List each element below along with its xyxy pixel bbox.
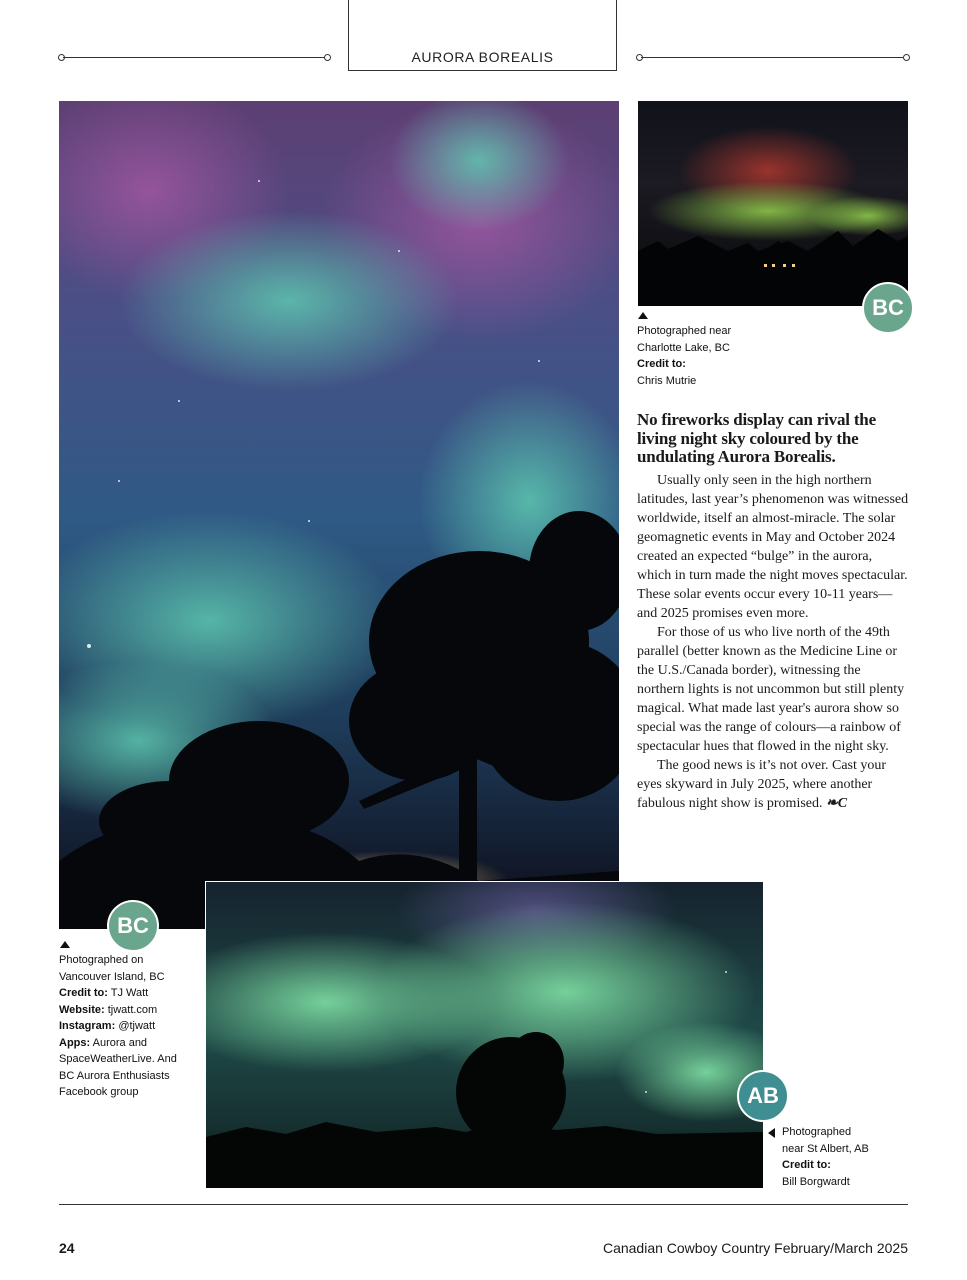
caption-line: Photographed bbox=[782, 1126, 852, 1138]
caption-line: Photographed near bbox=[637, 325, 732, 337]
article-paragraph: The good news is it’s not over. Cast your eyes skyward in July 2025, where another fabulous night show is promised. bbox=[637, 757, 887, 811]
credit-label: Credit to: bbox=[782, 1159, 831, 1171]
page-number: 24 bbox=[59, 1240, 75, 1256]
credit-label: Credit to: bbox=[637, 358, 686, 370]
footer-rule bbox=[59, 1204, 908, 1205]
bottom-photo-region-badge: AB bbox=[737, 1070, 789, 1122]
article-paragraph-last bbox=[637, 756, 909, 813]
st-albert-photo bbox=[205, 881, 763, 1188]
instagram-label: Instagram: bbox=[59, 1020, 116, 1032]
caption-pointer-up-icon bbox=[638, 312, 648, 319]
credit-label: Credit to: bbox=[59, 987, 108, 999]
article-body bbox=[637, 471, 909, 813]
apps-value: Aurora and bbox=[92, 1036, 148, 1049]
bottom-photo-caption bbox=[782, 1124, 869, 1190]
caption-line: Facebook group bbox=[59, 1086, 139, 1098]
caption-line: Vancouver Island, BC bbox=[59, 970, 165, 983]
header-rule-right-end-dot bbox=[903, 54, 910, 61]
article-paragraph: Usually only seen in the high northern latitudes, last year’s phenomenon was witnessed worldwide, itself an almost-miracle. The solar geomagnetic events in May and October 2024 created an expected “bulge” in the aurora, which in turn made the night moves spectacular. These solar events occur every 10-11 years—and 2025 promises even more. bbox=[637, 472, 909, 621]
main-photo-region-badge: BC bbox=[107, 900, 159, 952]
top-photo-caption bbox=[637, 323, 731, 389]
header-rule-left bbox=[63, 57, 325, 58]
article bbox=[637, 411, 909, 813]
credit-value: Chris Mutrie bbox=[637, 374, 697, 387]
header-rule-left-end-dot bbox=[324, 54, 331, 61]
caption-pointer-up-icon bbox=[60, 941, 70, 948]
website-value: tjwatt.com bbox=[107, 1003, 158, 1016]
publication-line: Canadian Cowboy Country February/March 2025 bbox=[602, 1240, 908, 1256]
caption-line: Charlotte Lake, BC bbox=[637, 341, 730, 354]
caption-instagram bbox=[59, 1018, 177, 1035]
top-photo-region-badge: BC bbox=[862, 282, 914, 334]
main-photo-caption bbox=[59, 952, 177, 1101]
main-aurora-photo bbox=[59, 101, 619, 929]
credit-value: Bill Borgwardt bbox=[782, 1175, 850, 1188]
caption-pointer-left-icon bbox=[768, 1128, 775, 1138]
caption-apps bbox=[59, 1035, 177, 1052]
credit-value: TJ Watt bbox=[110, 987, 149, 999]
charlotte-lake-photo bbox=[638, 101, 908, 306]
caption-credit bbox=[59, 985, 177, 1002]
caption-line: BC Aurora Enthusiasts bbox=[59, 1069, 170, 1082]
end-mark-icon: ❧C bbox=[826, 795, 848, 811]
instagram-value: @tjwatt bbox=[118, 1020, 156, 1032]
header-rule-right bbox=[641, 57, 903, 58]
caption-line: near St Albert, AB bbox=[782, 1142, 869, 1155]
apps-label: Apps: bbox=[59, 1036, 91, 1049]
website-label: Website: bbox=[59, 1003, 105, 1016]
article-headline: No fireworks display can rival the living night sky coloured by the undulating Aurora Borealis. bbox=[637, 410, 876, 466]
caption-line: SpaceWeatherLive. And bbox=[59, 1053, 177, 1065]
article-paragraph: For those of us who live north of the 49th parallel (better known as the Medicine Line or the U.S./Canada border), witnessing the northern lights is not uncommon but still plenty magical. What made last year's aurora show so special was the range of colours—a rainbow of spectacular hues that flowed in the night sky. bbox=[637, 624, 905, 754]
section-header-box bbox=[348, 0, 617, 71]
section-title: AURORA BOREALIS bbox=[411, 49, 554, 65]
caption-website bbox=[59, 1002, 177, 1019]
caption-line: Photographed on bbox=[59, 954, 144, 966]
